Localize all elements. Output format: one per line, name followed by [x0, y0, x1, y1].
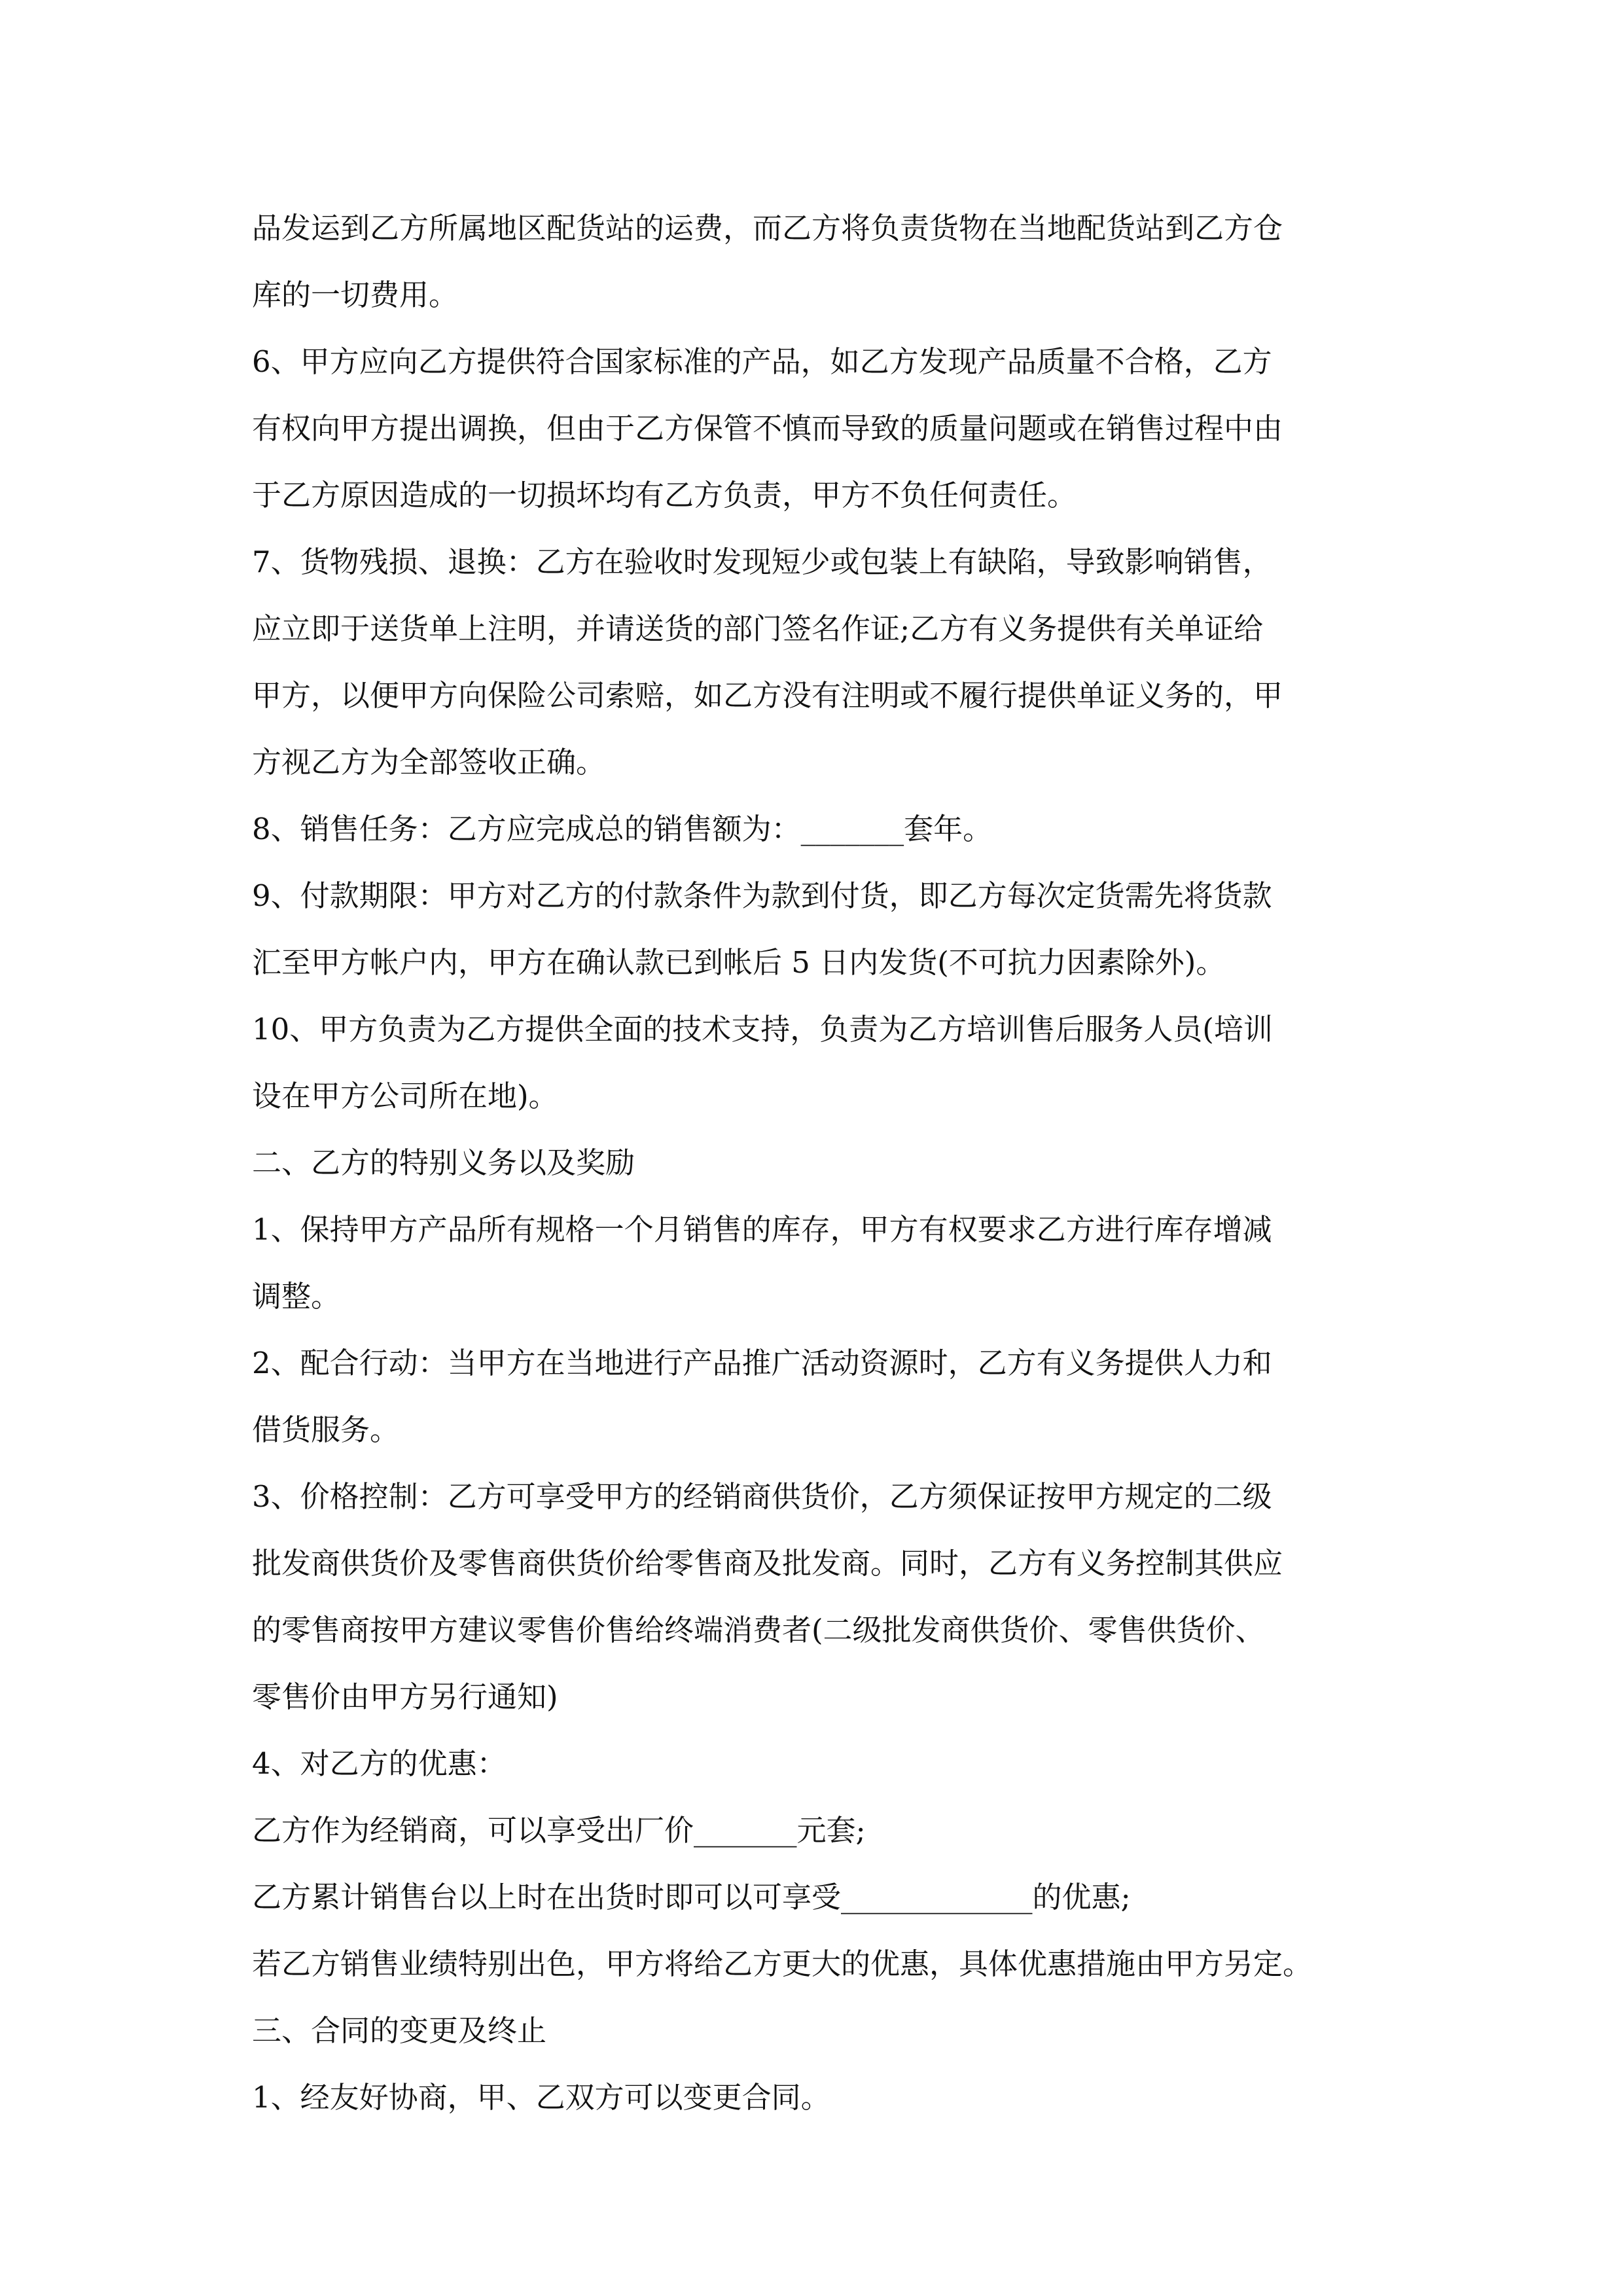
text-line: 设在甲方公司所在地)。 [252, 1079, 558, 1113]
text-line: 汇至甲方帐户内，甲方在确认款已到帐后 5 日内发货(不可抗力因素除外)。 [252, 945, 1226, 980]
text-line: 7、货物残损、退换：乙方在验收时发现短少或包装上有缺陷，导致影响销售， [252, 545, 1272, 579]
text-line: 9、付款期限：甲方对乙方的付款条件为款到付货，即乙方每次定货需先将货款 [252, 878, 1272, 913]
text-line: 品发运到乙方所属地区配货站的运费，而乙方将负责货物在当地配货站到乙方仓 [252, 211, 1283, 245]
text-line: 有权向甲方提出调换，但由于乙方保管不慎而导致的质量问题或在销售过程中由 [252, 411, 1283, 446]
text-line: 3、价格控制：乙方可享受甲方的经销商供货价，乙方须保证按甲方规定的二级 [252, 1479, 1272, 1514]
text-line: 4、对乙方的优惠： [252, 1746, 507, 1781]
text-line: 乙方累计销售台以上时在出货时即可以可享受_____________的优惠; [252, 1880, 1131, 1914]
text-line: 1、保持甲方产品所有规格一个月销售的库存，甲方有权要求乙方进行库存增减 [252, 1212, 1272, 1247]
text-line: 甲方，以便甲方向保险公司索赔，如乙方没有注明或不履行提供单证义务的，甲 [252, 678, 1283, 713]
text-line: 于乙方原因造成的一切损坏均有乙方负责，甲方不负任何责任。 [252, 478, 1077, 512]
section-heading: 三、合同的变更及终止 [252, 2013, 547, 2048]
text-line: 应立即于送货单上注明，并请送货的部门签名作证;乙方有义务提供有关单证给 [252, 611, 1264, 646]
text-line: 零售价由甲方另行通知) [252, 1679, 558, 1714]
text-line: 6、甲方应向乙方提供符合国家标准的产品，如乙方发现产品质量不合格，乙方 [252, 344, 1272, 379]
text-line: 方视乙方为全部签收正确。 [252, 745, 606, 780]
text-line: 的零售商按甲方建议零售价售给终端消费者(二级批发商供货价、零售供货价、 [252, 1613, 1265, 1647]
text-line: 10、甲方负责为乙方提供全面的技术支持，负责为乙方培训售后服务人员(培训 [252, 1012, 1273, 1047]
document-body [252, 195, 1391, 2131]
text-line: 借货服务。 [252, 1412, 400, 1447]
text-line: 8、销售任务：乙方应完成总的销售额为：_______套年。 [252, 812, 993, 846]
text-line: 2、配合行动：当甲方在当地进行产品推广活动资源时，乙方有义务提供人力和 [252, 1346, 1272, 1380]
section-heading: 二、乙方的特别义务以及奖励 [252, 1145, 635, 1180]
text-line: 乙方作为经销商，可以享受出厂价_______元套; [252, 1813, 866, 1848]
text-line: 库的一切费用。 [252, 278, 459, 312]
text-line: 若乙方销售业绩特别出色，甲方将给乙方更大的优惠，具体优惠措施由甲方另定。 [252, 1946, 1313, 1981]
text-line: 1、经友好协商，甲、乙双方可以变更合同。 [252, 2080, 830, 2115]
text-line: 调整。 [252, 1279, 341, 1314]
text-line: 批发商供货价及零售商供货价给零售商及批发商。同时，乙方有义务控制其供应 [252, 1546, 1283, 1581]
